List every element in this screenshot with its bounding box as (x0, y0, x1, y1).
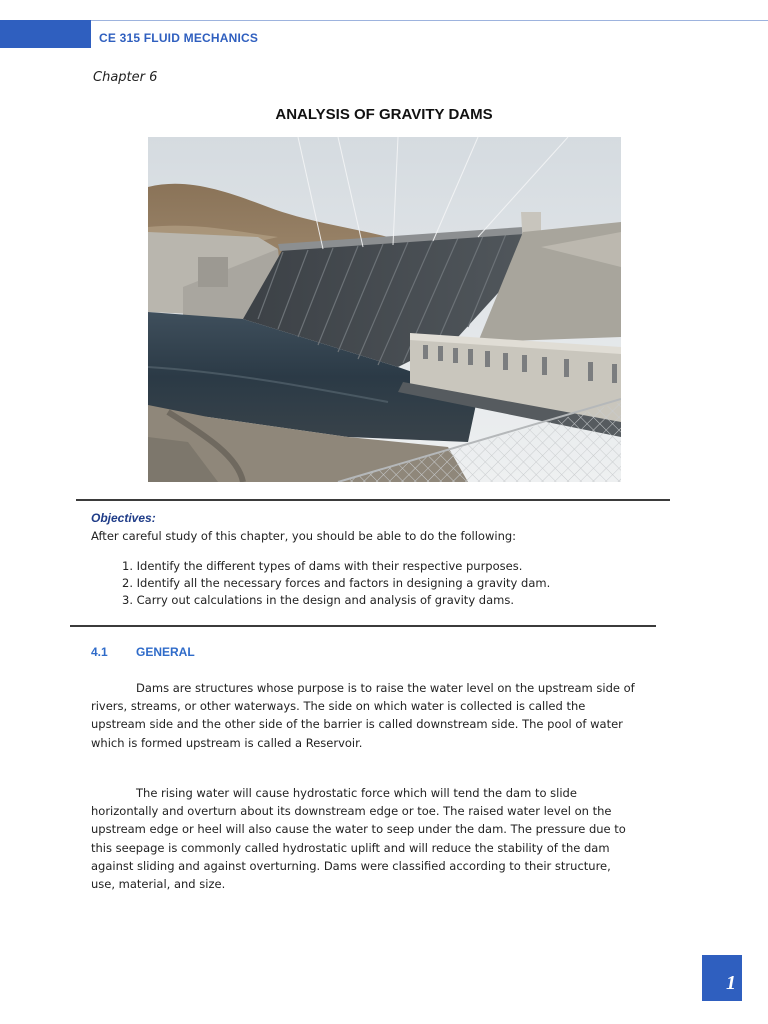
list-item: 2. Identify all the necessary forces and factors in designing a gravity dam. (122, 576, 551, 590)
text-line: which is formed upstream is called a Reservoir. (91, 735, 363, 750)
text-line: upstream side and the other side of the barrier is called downstream side. The pool of water (91, 717, 623, 732)
page-number-badge (702, 955, 742, 1001)
section-number: 4.1 (91, 645, 108, 659)
objectives-heading: Objectives: (91, 511, 156, 525)
header-rule (91, 20, 768, 21)
list-item: 3. Carry out calculations in the design and analysis of gravity dams. (122, 593, 514, 607)
chapter-label: Chapter 6 (93, 70, 158, 85)
objectives-bottom-rule (70, 625, 656, 627)
page-title: ANALYSIS OF GRAVITY DAMS (275, 106, 493, 123)
text-line: use, material, and size. (91, 877, 226, 892)
section-title: GENERAL (136, 645, 195, 659)
course-title: CE 315 FLUID MECHANICS (99, 31, 259, 45)
objectives-list (122, 559, 550, 610)
paragraph-general-1 (91, 679, 661, 752)
header-accent-block (0, 20, 91, 48)
objectives-intro: After careful study of this chapter, you should be able to do the following: (91, 529, 517, 543)
list-item: 1. Identify the different types of dams with their respective purposes. (122, 559, 523, 573)
paragraph-general-2 (91, 784, 661, 893)
text-line: against sliding and against overturning. Dams were classified according to their structure, (91, 858, 611, 873)
text-line: this seepage is commonly called hydrostatic uplift and will reduce the stability of the dam (91, 840, 610, 855)
page-number: 1 (726, 972, 736, 994)
gravity-dam-photo (148, 137, 621, 482)
text-line: The rising water will cause hydrostatic force which will tend the dam to slide (136, 786, 577, 800)
text-line: Dams are structures whose purpose is to raise the water level on the upstream side of (136, 681, 635, 695)
text-line: rivers, streams, or other waterways. The side on which water is collected is called the (91, 699, 586, 714)
text-line: horizontally and overturn about its downstream edge or toe. The raised water level on the (91, 804, 612, 819)
text-line: upstream edge or heel will also cause the water to seep under the dam. The pressure due to (91, 822, 626, 837)
objectives-top-rule (76, 499, 670, 501)
